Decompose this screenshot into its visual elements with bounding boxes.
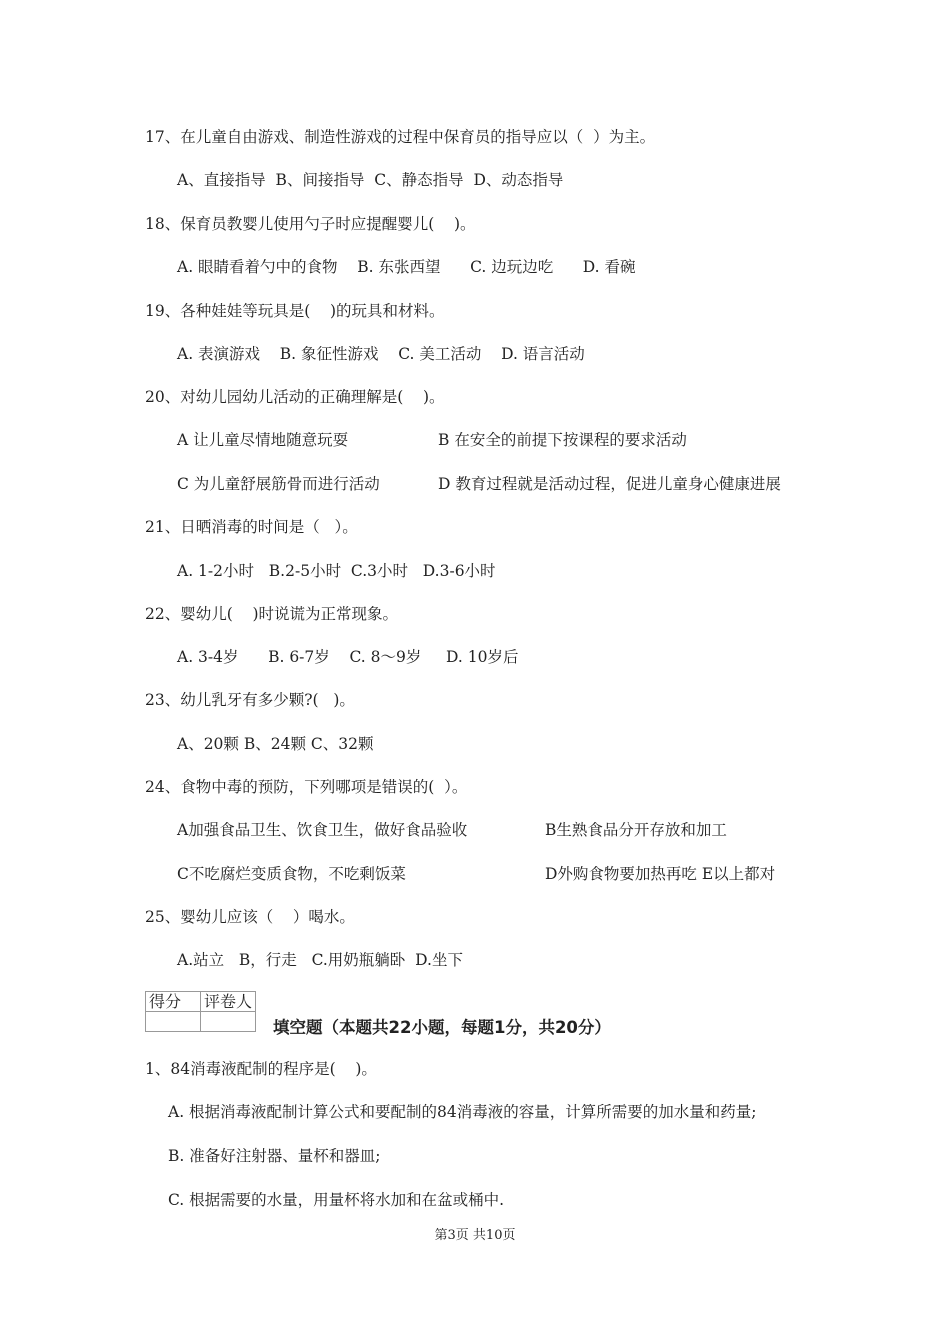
question-20-option-c: C 为儿童舒展筋骨而进行活动 [177,475,380,493]
question-18-stem: 18、保育员教婴儿使用勺子时应提醒婴儿( )。 [145,215,476,233]
question-21-stem: 21、日晒消毒的时间是（ ）。 [145,518,358,536]
question-17-options: A、直接指导 B、间接指导 C、静态指导 D、动态指导 [177,171,564,189]
question-23-options: A、20颗 B、24颗 C、32颗 [177,735,374,753]
question-20-option-b: B 在安全的前提下按课程的要求活动 [438,431,687,449]
question-22-options: A. 3-4岁 B. 6-7岁 C. 8～9岁 D. 10岁后 [177,648,519,666]
score-table [145,991,256,1032]
question-24-stem: 24、食物中毒的预防，下列哪项是错误的( ）。 [145,778,468,796]
question-22-stem: 22、婴幼儿( )时说谎为正常现象。 [145,605,399,623]
question-25-options: A.站立 B，行走 C.用奶瓶躺卧 D.坐下 [177,951,463,969]
question-20-stem: 20、对幼儿园幼儿活动的正确理解是( )。 [145,388,445,406]
score-label: 得分 [146,992,201,1012]
page-footer: 第3页 共10页 [434,1228,516,1243]
question-24-option-b: B生熟食品分开存放和加工 [545,821,727,839]
question-19-stem: 19、各种娃娃等玩具是( )的玩具和材料。 [145,302,445,320]
fill-question-1-option-c: C. 根据需要的水量，用量杯将水加和在盆或桶中. [168,1191,505,1209]
question-24-option-d: D外购食物要加热再吃 E以上都对 [545,865,776,883]
fill-question-1-option-a: A. 根据消毒液配制计算公式和要配制的84消毒液的容量，计算所需要的加水量和药量; [168,1103,757,1121]
grader-label: 评卷人 [201,992,256,1012]
question-23-stem: 23、幼儿乳牙有多少颗?( )。 [145,691,355,709]
fill-question-1-stem: 1、84消毒液配制的程序是( )。 [145,1060,377,1078]
question-25-stem: 25、婴幼儿应该（ ）喝水。 [145,908,355,926]
question-24-option-c: C不吃腐烂变质食物，不吃剩饭菜 [177,865,406,883]
question-20-option-a: A 让儿童尽情地随意玩耍 [177,431,349,449]
question-18-options: A. 眼睛看着勺中的食物 B. 东张西望 C. 边玩边吃 D. 看碗 [177,258,636,276]
score-cell [146,1012,201,1032]
question-21-options: A. 1-2小时 B.2-5小时 C.3小时 D.3-6小时 [177,562,496,580]
grader-cell [201,1012,256,1032]
section-title: 填空题（本题共22小题，每题1分，共20分） [273,1018,611,1037]
fill-question-1-option-b: B. 准备好注射器、量杯和器皿; [168,1147,381,1165]
question-24-option-a: A加强食品卫生、饮食卫生，做好食品验收 [177,821,468,839]
question-17-stem: 17、在儿童自由游戏、制造性游戏的过程中保育员的指导应以（ ）为主。 [145,128,656,146]
question-19-options: A. 表演游戏 B. 象征性游戏 C. 美工活动 D. 语言活动 [177,345,585,363]
question-20-option-d: D 教育过程就是活动过程，促进儿童身心健康进展 [438,475,781,493]
